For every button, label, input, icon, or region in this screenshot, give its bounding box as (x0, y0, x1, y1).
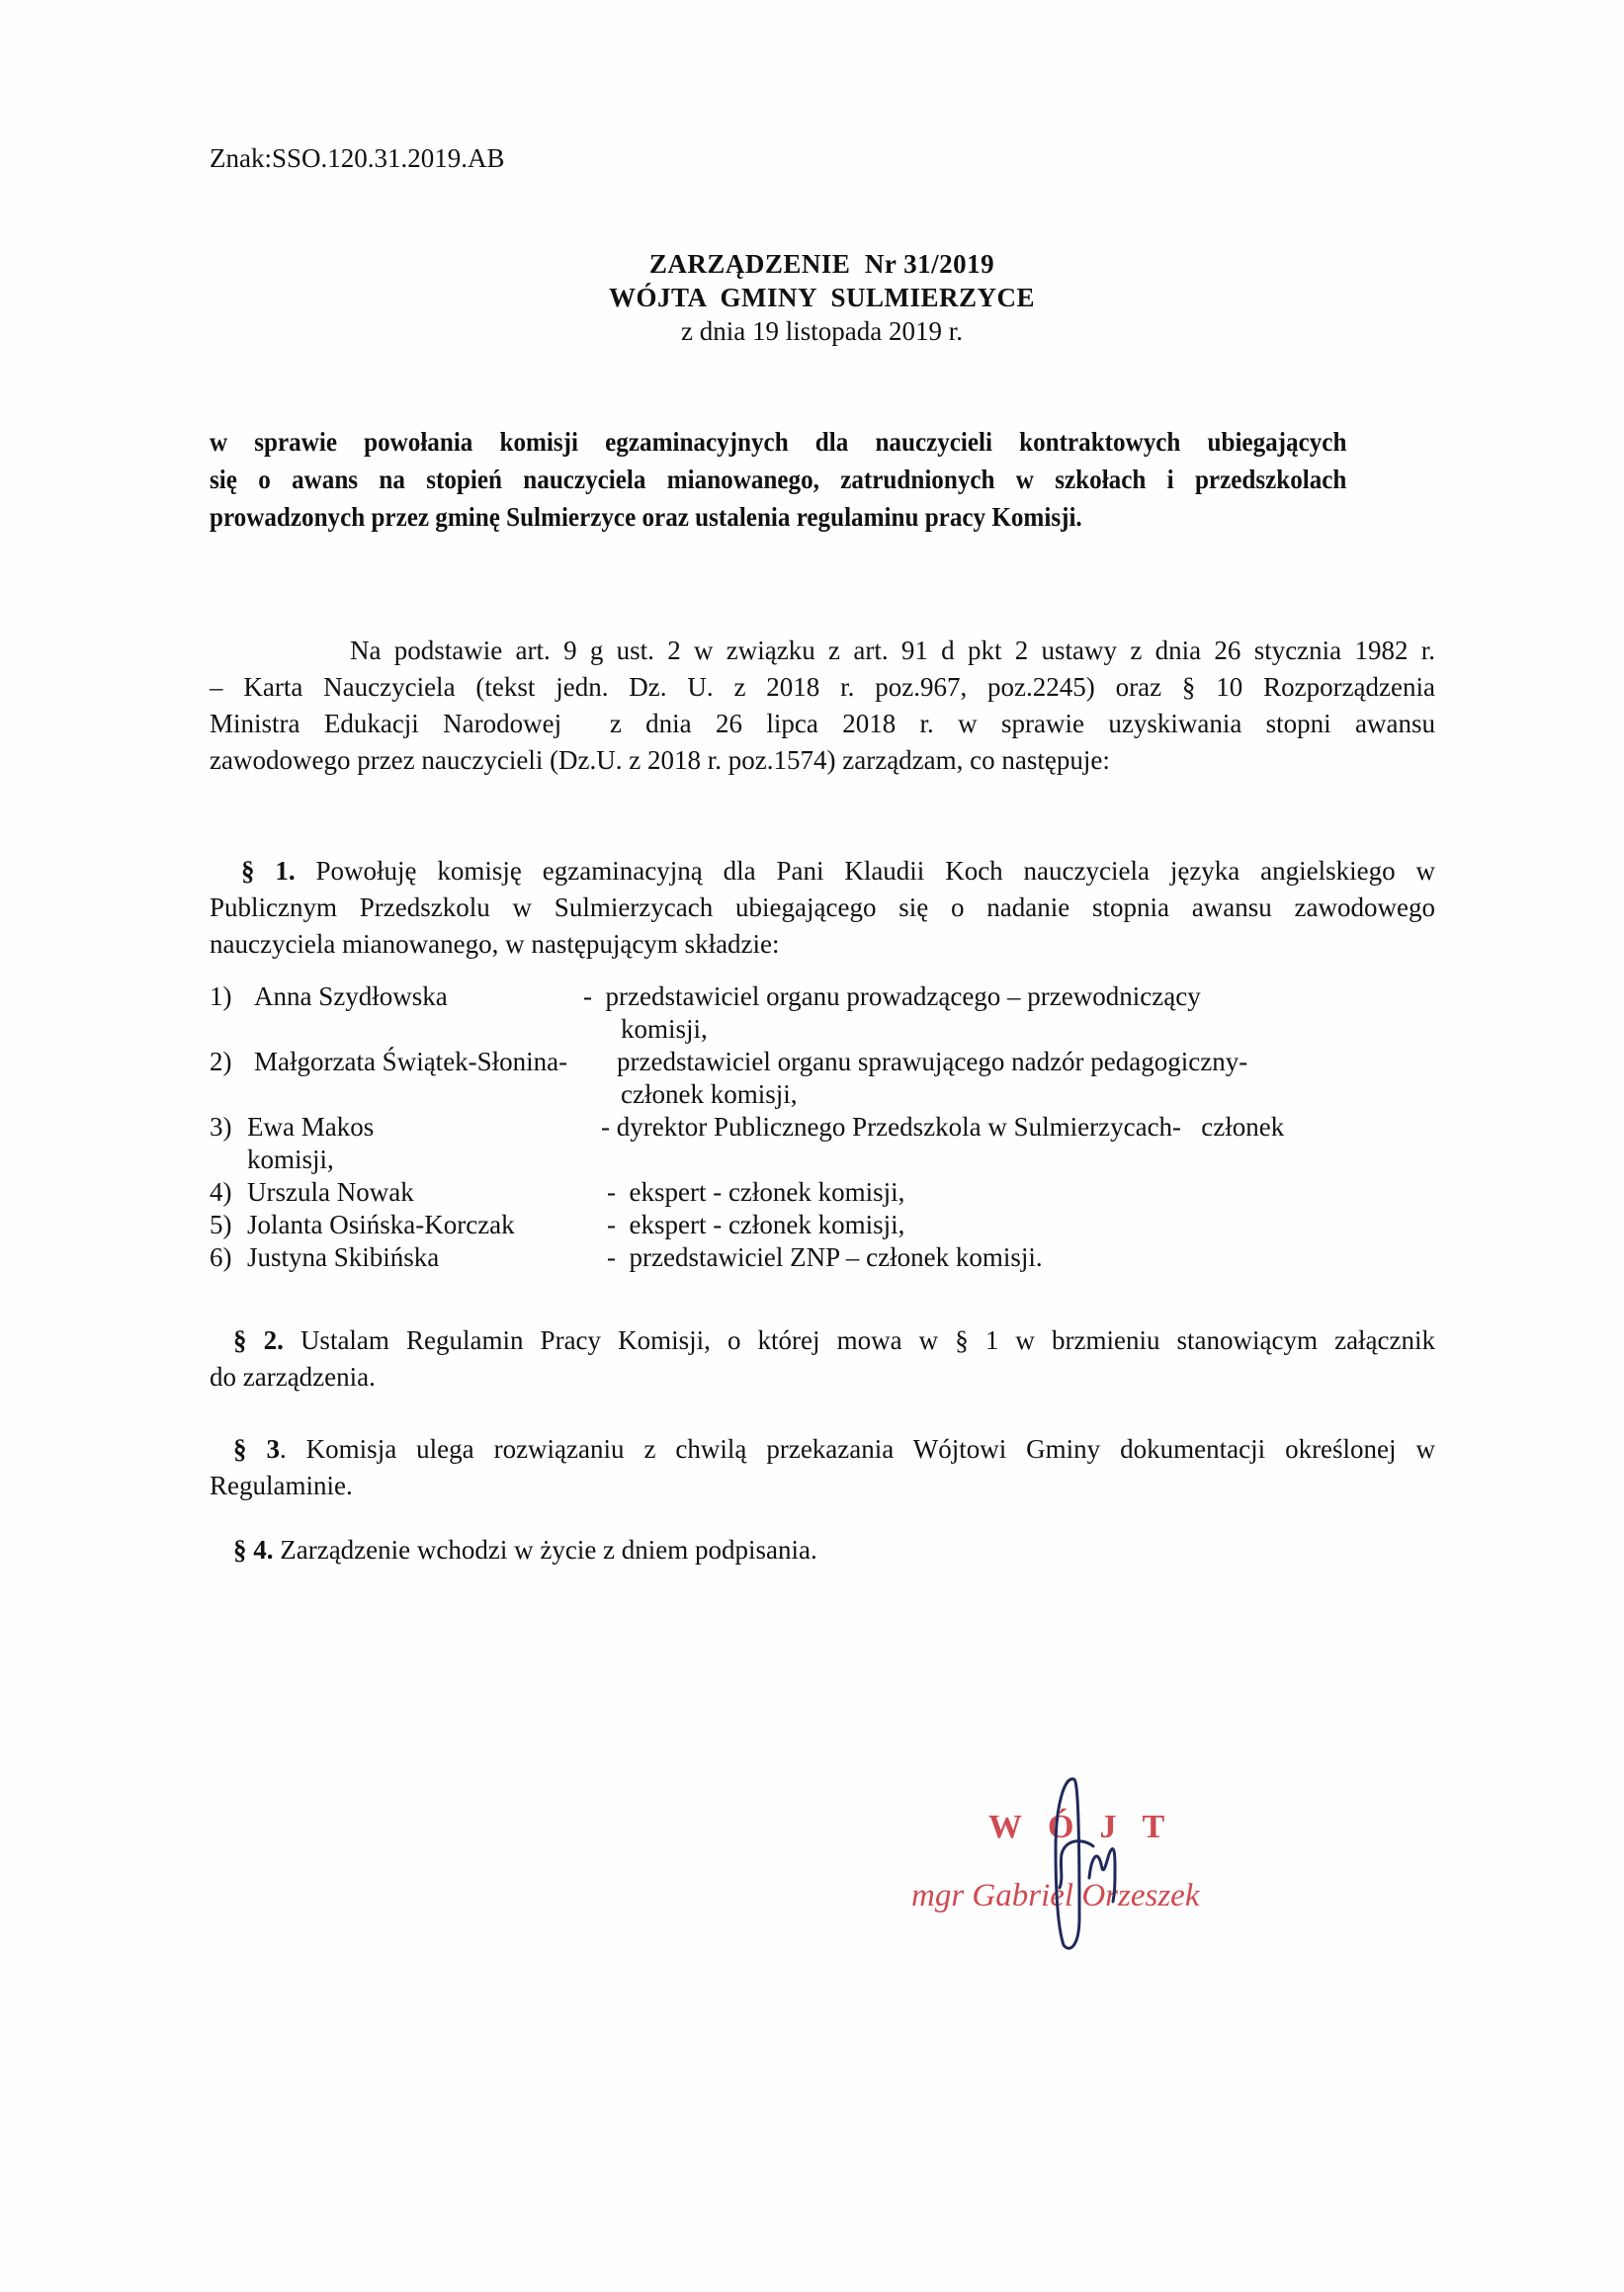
subject-line: prowadzonych przez gminę Sulmierzyce oraz ustalenia regulaminu pracy Komisji. (210, 502, 1082, 532)
legal-basis-line: zawodowego przez nauczycieli (Dz.U. z 2018 r. poz.1574) zarządzam, co następuje: (210, 745, 1110, 775)
section-2-line: § 2. Ustalam Regulamin Pracy Komisji, o której mowa w § 1 w brzmieniu stanowiącym załącznik (233, 1325, 1436, 1355)
section-2-mark: § 2. (233, 1325, 284, 1355)
member-row-continuation: członek komisji, (621, 1079, 798, 1109)
official-stamp (890, 1769, 1265, 1967)
document-reference: Znak:SSO.120.31.2019.AB (210, 143, 505, 173)
member-row: 6) Justyna Skibińska - przedstawiciel ZNP – członek komisji. (210, 1242, 1043, 1272)
document-title: ZARZĄDZENIE Nr 31/2019 (648, 249, 995, 279)
member-role: - przedstawiciel organu prowadzącego – przewodniczący (583, 981, 1201, 1011)
member-row-continuation: komisji, (621, 1014, 708, 1044)
section-3-line: Regulaminie. (210, 1471, 353, 1500)
member-row: 2) Małgorzata Świątek-Słonina- przedstawiciel organu sprawującego nadzór pedagogiczny- (210, 1047, 1248, 1076)
handwritten-signature-icon (890, 1769, 1265, 1967)
section-3 (210, 1431, 1435, 1504)
section-3-mark: § 3 (233, 1434, 280, 1464)
section-4-line: § 4. Zarządzenie wchodzi w życie z dniem podpisania. (233, 1535, 817, 1565)
section-1-line: Publicznym Przedszkolu w Sulmierzycach ubiegającego się o nadanie stopnia awansu zawodowego (210, 892, 1435, 922)
document-issuer: WÓJTA GMINY SULMIERZYCE (608, 283, 1036, 312)
document-date: z dnia 19 listopada 2019 r. (681, 316, 963, 346)
committee-members-list (210, 980, 1435, 1274)
legal-basis-line: – Karta Nauczyciela (tekst jedn. Dz. U. z 2018 r. poz.967, poz.2245) oraz § 10 Rozporządzenia (210, 672, 1435, 702)
member-row: 5) Jolanta Osińska-Korczak - ekspert - członek komisji, (210, 1210, 905, 1239)
section-2 (210, 1322, 1435, 1396)
member-role: przedstawiciel organu sprawującego nadzór pedagogiczny- (617, 1047, 1248, 1076)
member-role: - przedstawiciel ZNP – członek komisji. (607, 1242, 1043, 1272)
section-2-line: do zarządzenia. (210, 1362, 376, 1392)
stamp-name: mgr Gabriel Orzeszek (911, 1878, 1200, 1913)
subject-line: się o awans na stopień nauczyciela mianowanego, zatrudnionych w szkołach i przedszkolach (210, 465, 1347, 494)
member-name: Jolanta Osińska-Korczak (247, 1210, 515, 1239)
member-role: - ekspert - członek komisji, (607, 1210, 905, 1239)
section-4-mark: § 4. (233, 1535, 274, 1565)
section-3-line: § 3. Komisja ulega rozwiązaniu z chwilą przekazania Wójtowi Gminy dokumentacji określonej w (233, 1434, 1435, 1464)
section-1-line: § 1. Powołuję komisję egzaminacyjną dla Pani Klaudii Koch nauczyciela języka angielskiego w (241, 856, 1436, 886)
section-1-line: nauczyciela mianowanego, w następującym składzie: (210, 929, 780, 959)
section-1-mark: § 1. (241, 856, 296, 886)
member-name: Justyna Skibińska (247, 1242, 440, 1272)
stamp-title: WÓJT (988, 1809, 1191, 1845)
member-role: - ekspert - członek komisji, (607, 1177, 905, 1207)
member-row: 4) Urszula Nowak - ekspert - członek komisji, (210, 1177, 905, 1207)
member-row: 1) Anna Szydłowska - przedstawiciel organu prowadzącego – przewodniczący (210, 981, 1201, 1011)
member-row-continuation: komisji, (247, 1145, 334, 1174)
legal-basis-line: Na podstawie art. 9 g ust. 2 w związku z art. 91 d pkt 2 ustawy z dnia 26 stycznia 1982 r. (350, 636, 1435, 665)
section-4 (210, 1532, 1435, 1569)
subject-line: w sprawie powołania komisji egzaminacyjnych dla nauczycieli kontraktowych ubiegających (210, 427, 1347, 457)
member-name: Urszula Nowak (247, 1177, 414, 1207)
document-header (0, 247, 1624, 348)
section-1 (210, 853, 1435, 963)
member-role: - dyrektor Publicznego Przedszkola w Sulmierzycach- członek (601, 1112, 1285, 1142)
member-name: Małgorzata Świątek-Słonina- (254, 1047, 568, 1076)
member-name: Ewa Makos (247, 1112, 375, 1142)
member-row: 3) Ewa Makos - dyrektor Publicznego Przedszkola w Sulmierzycach- członek (210, 1112, 1285, 1142)
legal-basis-line: Ministra Edukacji Narodowej z dnia 26 lipca 2018 r. w sprawie uzyskiwania stopni awansu (210, 709, 1435, 738)
legal-basis (210, 633, 1435, 779)
member-name: Anna Szydłowska (254, 981, 448, 1011)
document-subject (210, 423, 1346, 536)
